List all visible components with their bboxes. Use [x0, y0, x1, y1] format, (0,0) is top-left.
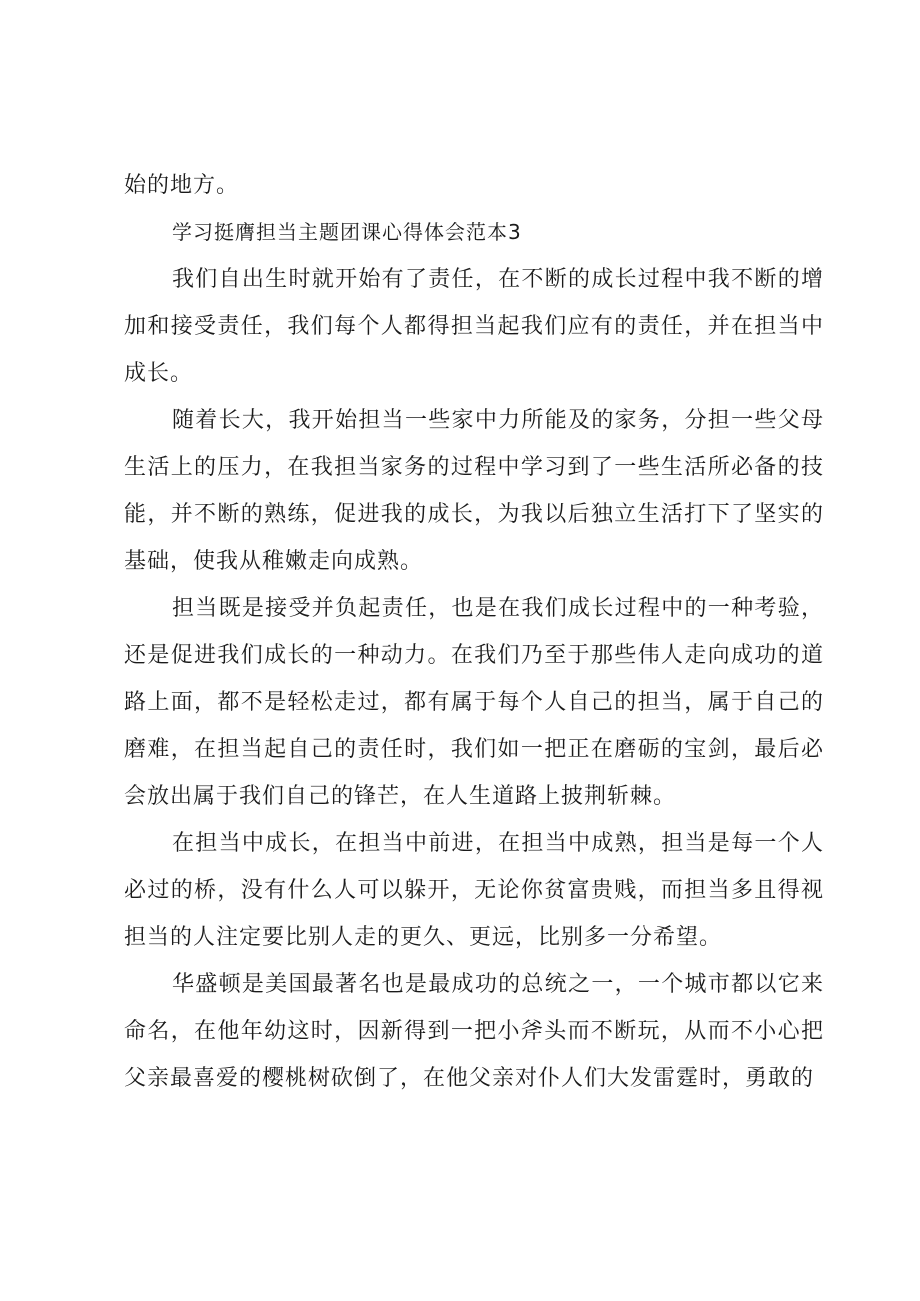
paragraph: 我们自出生时就开始有了责任，在不断的成长过程中我不断的增加和接受责任，我们每个人都得担当起我们应有的责任，并在担当中成长。 [124, 267, 824, 386]
section-heading: 学习挺膺担当主题团课心得体会范本3 [172, 220, 522, 244]
paragraph: 担当既是接受并负起责任，也是在我们成长过程中的一种考验，还是促进我们成长的一种动力。在我们乃至于那些伟人走向成功的道路上面，都不是轻松走过，都有属于每个人自己的担当，属于自己的磨难，在担当起自己的责任时，我们如一把正在磨砺的宝剑，最后必会放出属于我们自己的锋芒，在人生道路上披荆斩棘。 [124, 596, 824, 809]
continuation-line: 始的地方。 [124, 173, 240, 198]
document-body [124, 162, 824, 1102]
paragraph: 华盛顿是美国最著名也是最成功的总统之一，一个城市都以它来命名，在他年幼这时，因新得到一把小斧头而不断玩，从而不小心把父亲最喜爱的樱桃树砍倒了，在他父亲对仆人们大发雷霆时，勇敢的 [124, 972, 824, 1091]
paragraph: 随着长大，我开始担当一些家中力所能及的家务，分担一些父母生活上的压力，在我担当家务的过程中学习到了一些生活所必备的技能，并不断的熟练，促进我的成长，为我以后独立生活打下了坚实的基础，使我从稚嫩走向成熟。 [124, 408, 824, 574]
paragraph: 在担当中成长，在担当中前进，在担当中成熟，担当是每一个人必过的桥，没有什么人可以躲开，无论你贫富贵贱，而担当多且得视担当的人注定要比别人走的更久、更远，比别多一分希望。 [124, 831, 824, 950]
